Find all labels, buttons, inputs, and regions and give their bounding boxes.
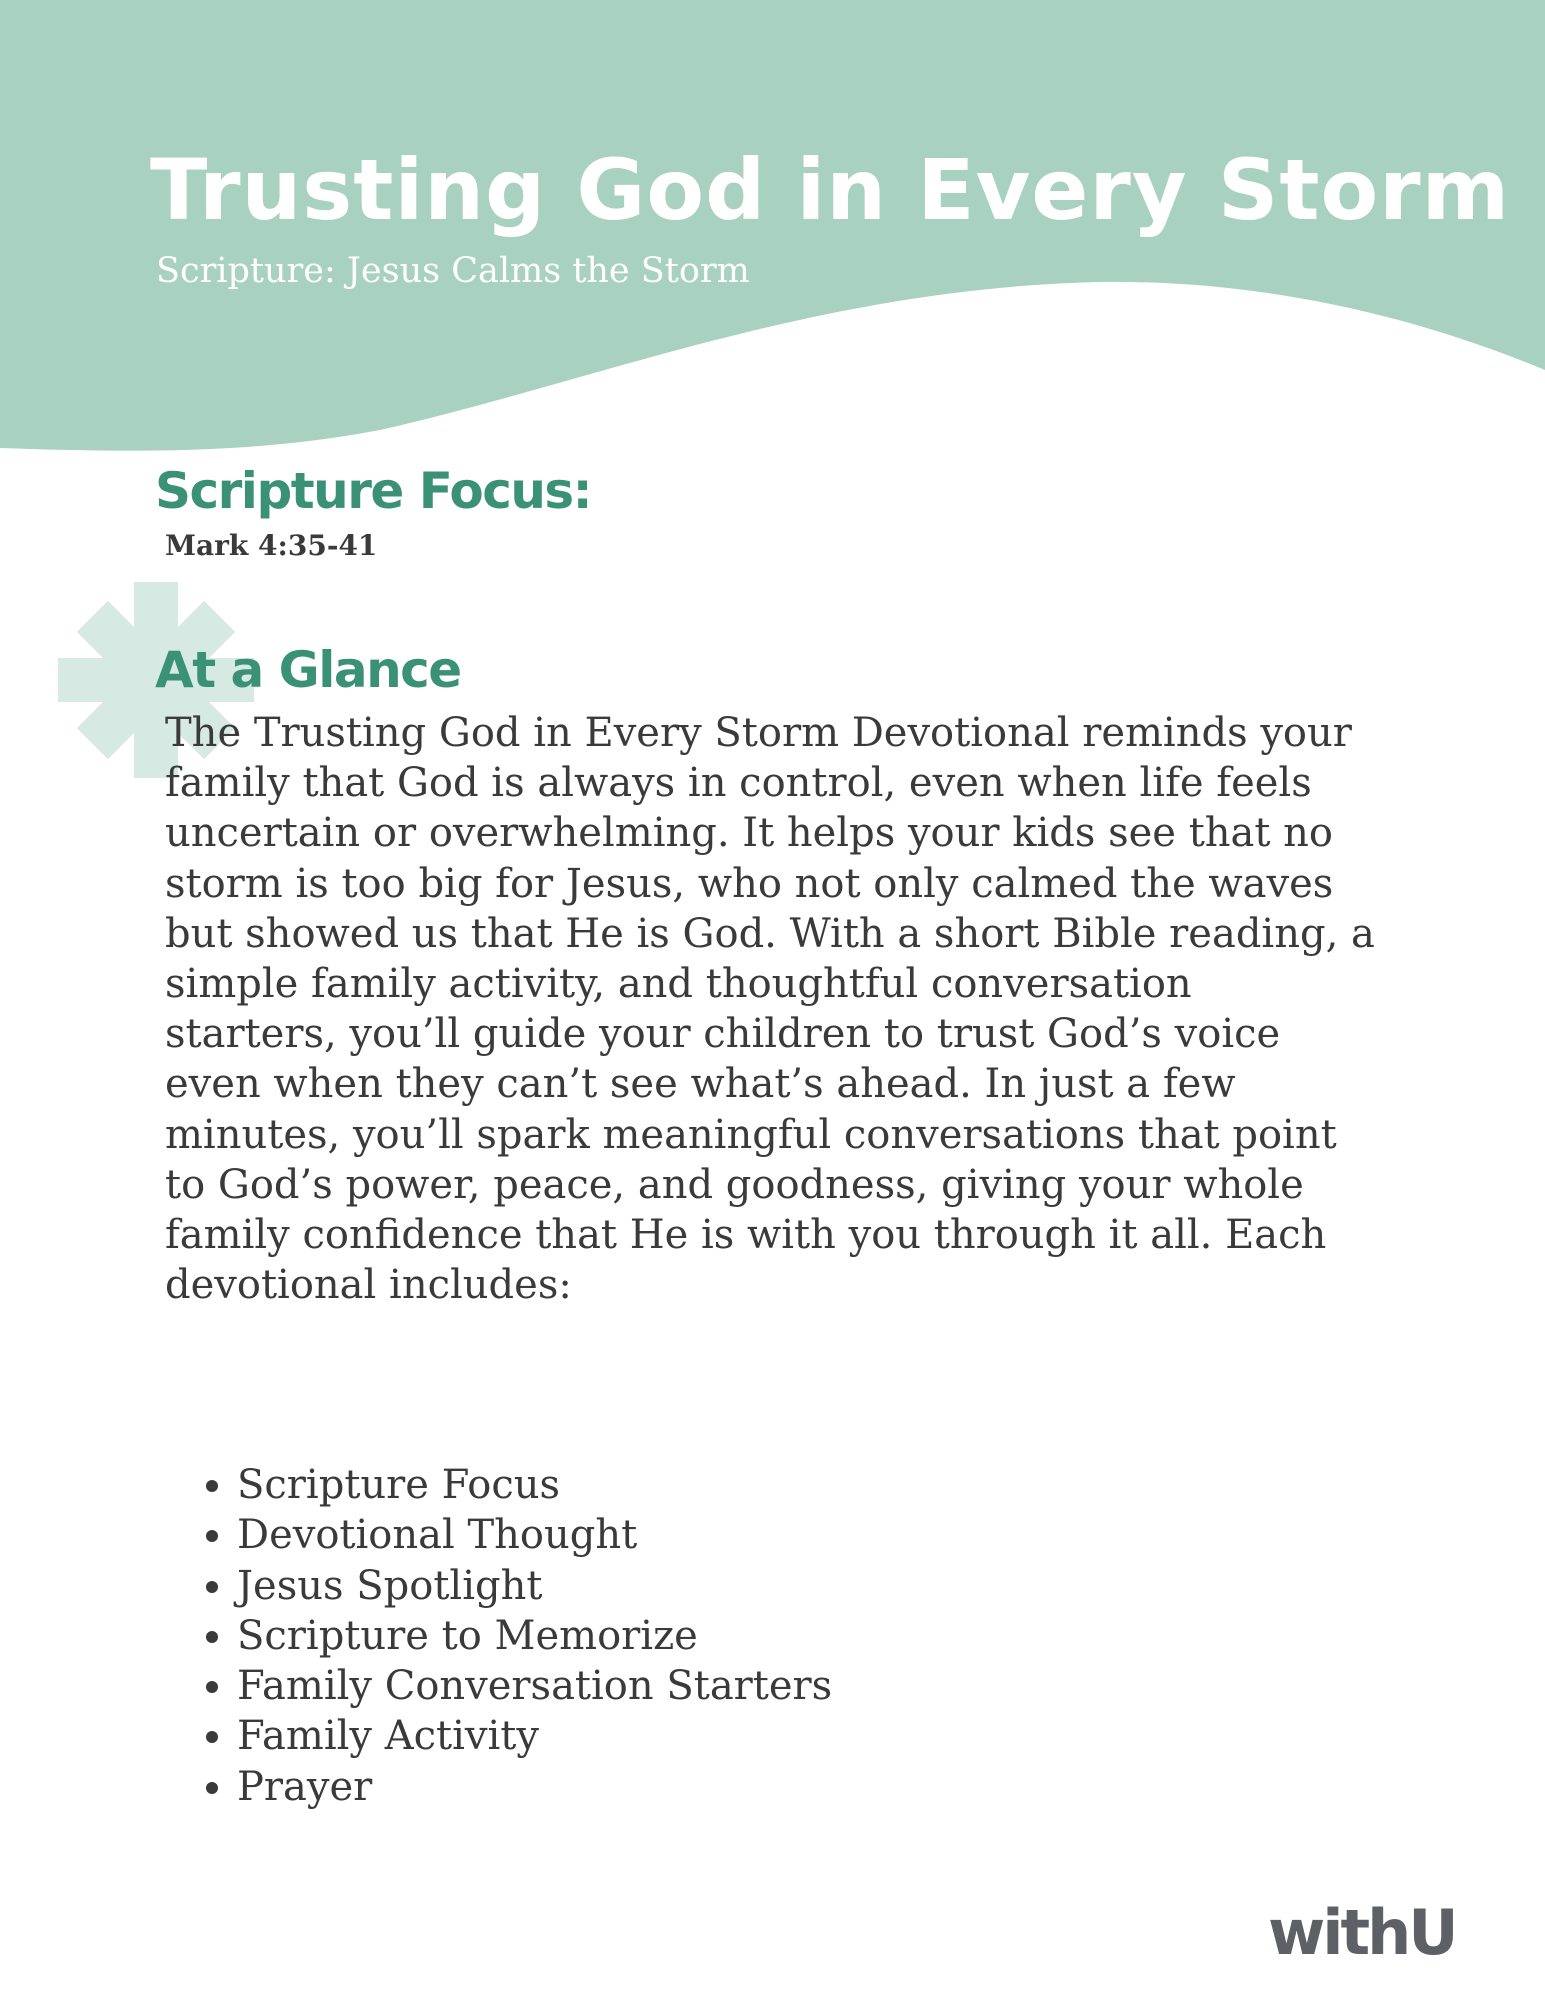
list-item: • Jesus Spotlight	[237, 1561, 832, 1611]
logo-text: withU	[1268, 1896, 1456, 1968]
list-item: • Scripture Focus	[237, 1460, 832, 1510]
at-a-glance-heading: At a Glance	[155, 641, 461, 699]
withu-logo	[1268, 1896, 1508, 1968]
at-a-glance-body: The Trusting God in Every Storm Devotional reminds your family that God is always in control, even when life feels uncertain or overwhelming. It helps your kids see that no storm is too big for Jesus, who not only calmed the waves but showed us that He is God. With a short Bible reading, a simple family activity, and thoughtful conversation starters, you’ll guide your children to trust God’s voice even when they can’t see what’s ahead. In just a few minutes, you’ll spark meaningful conversations that point to God’s power, peace, and goodness, giving your whole family confidence that He is with you through it all. Each devotional includes:	[165, 710, 1375, 1309]
scripture-reference: Mark 4:35-41	[165, 529, 378, 562]
page-title: Trusting God in Every Storm	[150, 141, 1511, 239]
list-item: • Prayer	[237, 1762, 832, 1812]
list-item: • Devotional Thought	[237, 1510, 832, 1560]
includes-list	[165, 1460, 832, 1812]
list-item: • Family Conversation Starters	[237, 1661, 832, 1711]
list-item: • Family Activity	[237, 1711, 832, 1761]
page-subtitle: Scripture: Jesus Calms the Storm	[156, 251, 750, 291]
list-item: • Scripture to Memorize	[237, 1611, 832, 1661]
scripture-focus-heading: Scripture Focus:	[155, 462, 592, 520]
